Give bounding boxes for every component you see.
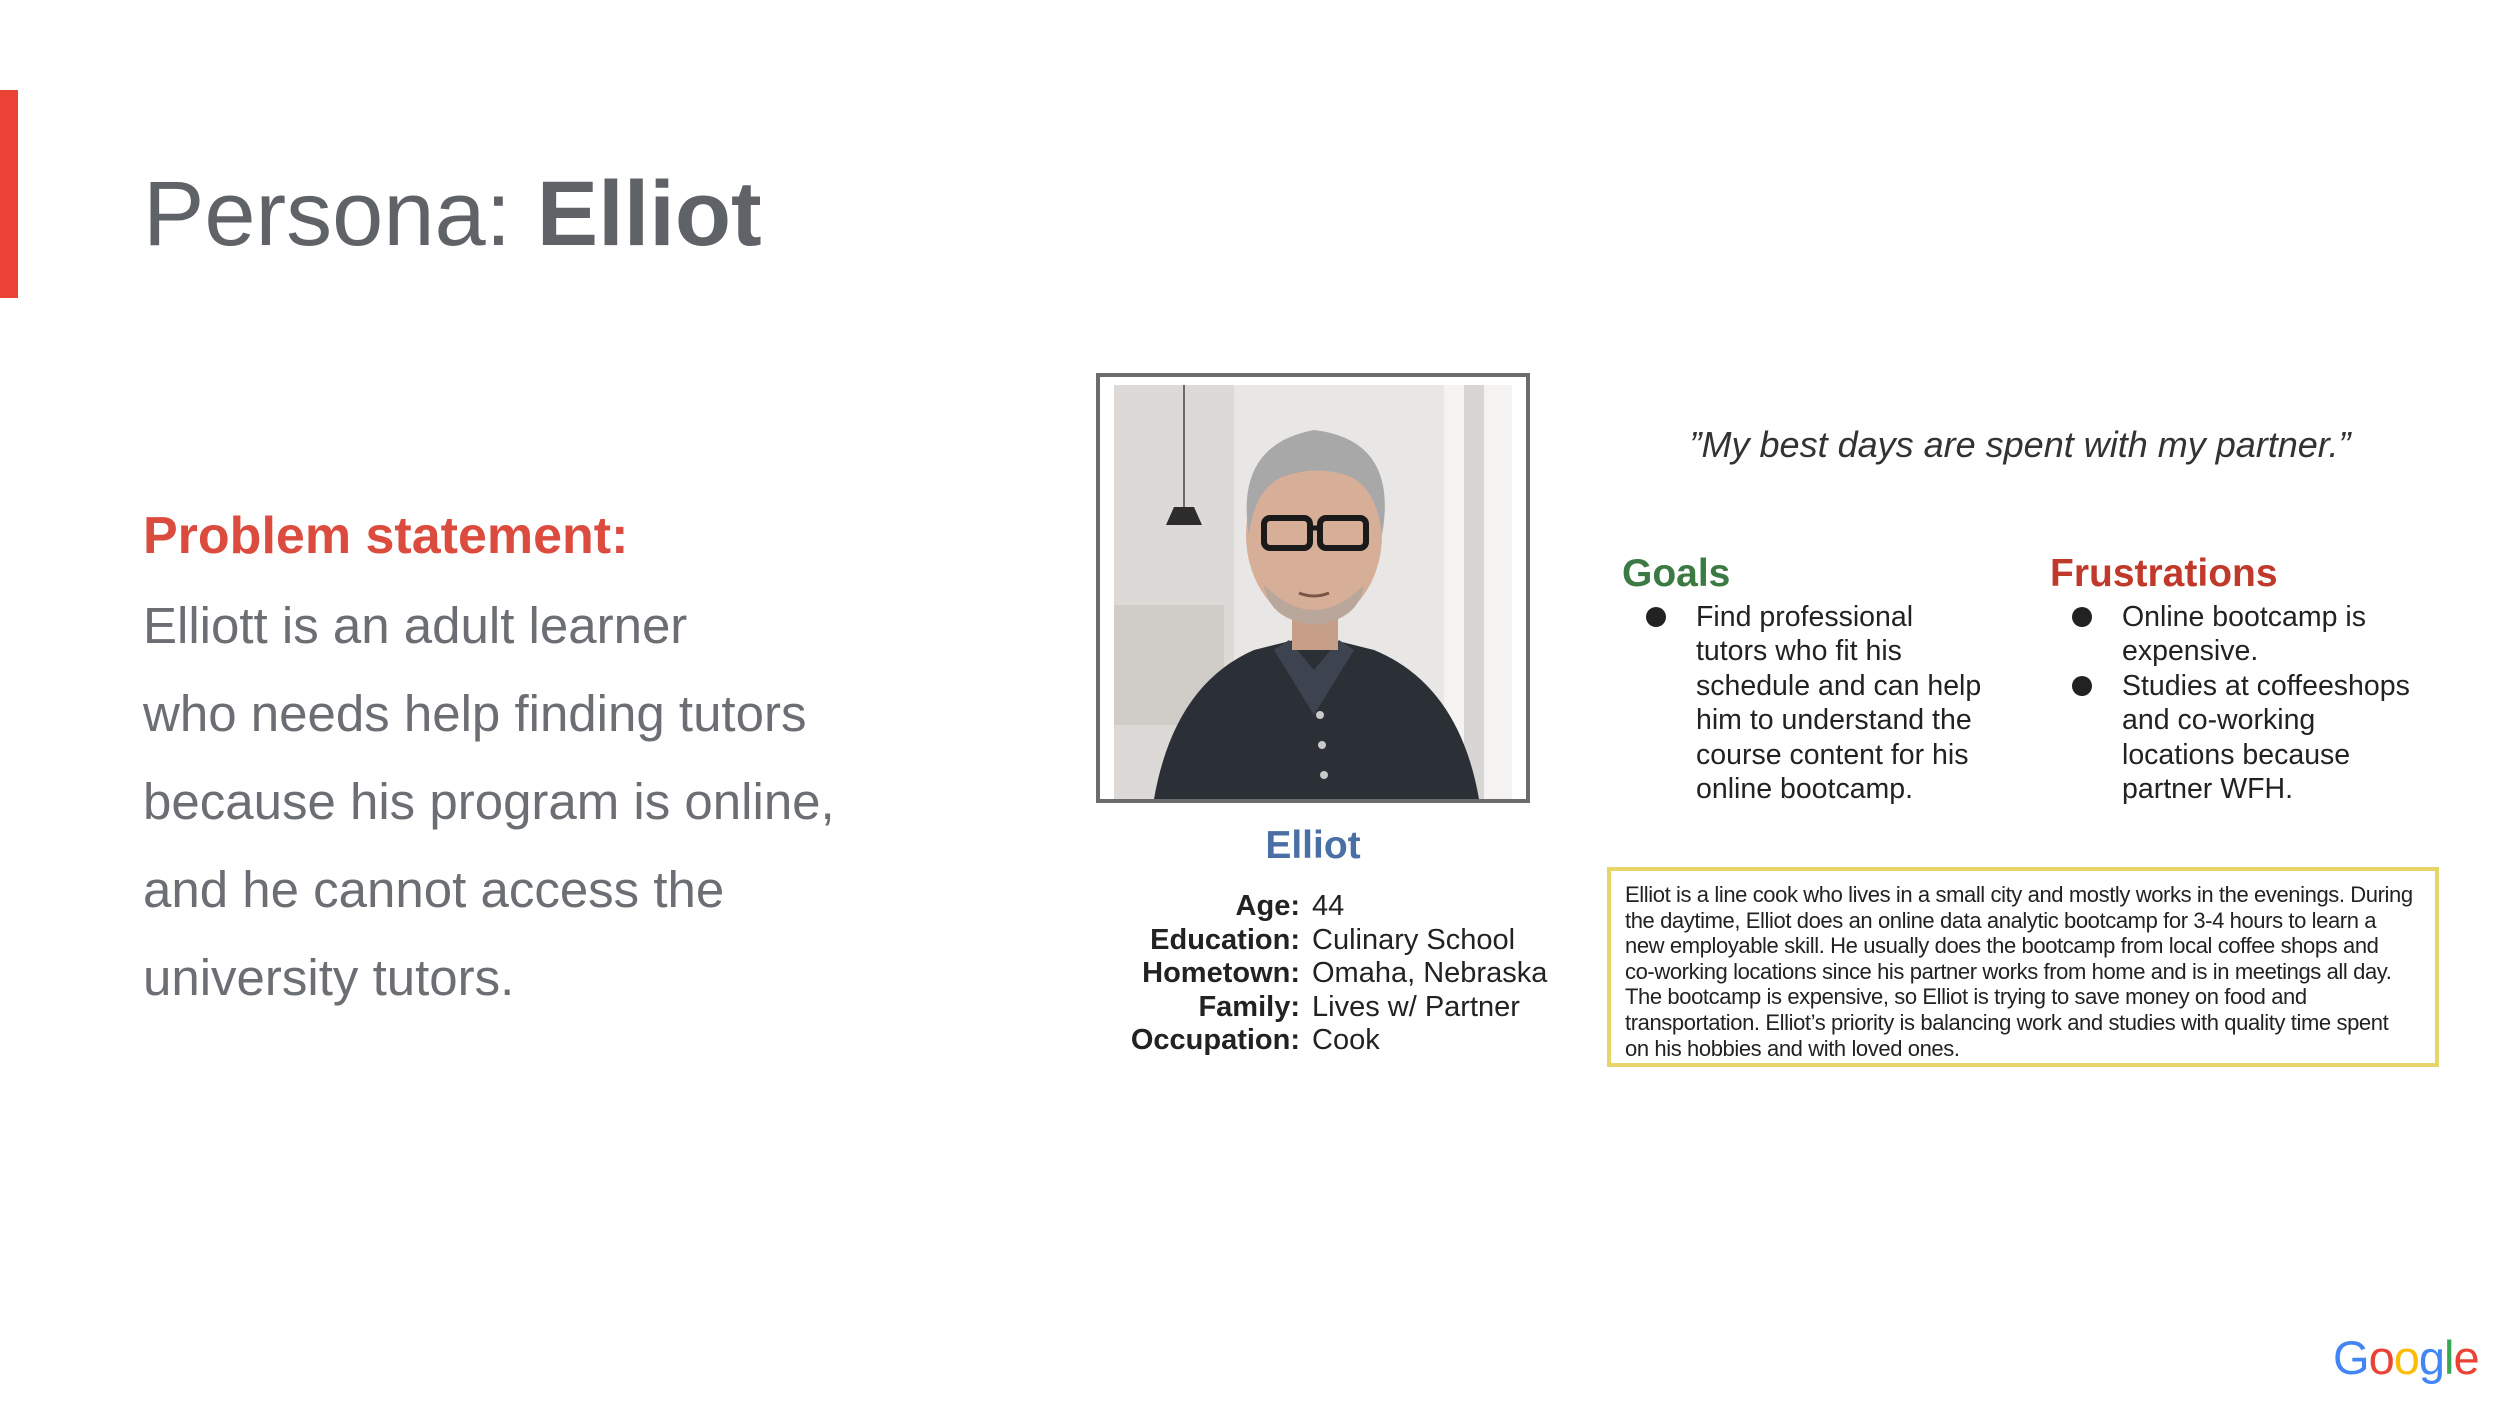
bio-line: the daytime, Elliot does an online data analytic bootcamp for 3-4 hours to learn a bbox=[1625, 907, 2377, 933]
bio-line: The bootcamp is expensive, so Elliot is trying to save money on food and bbox=[1625, 984, 2307, 1010]
goal-line: Find professional bbox=[1696, 601, 1914, 633]
detail-row-hometown bbox=[1090, 957, 1547, 991]
bio-line: Elliot is a line cook who lives in a small city and mostly works in the evenings. During bbox=[1625, 882, 2413, 907]
logo-letter: l bbox=[2443, 1331, 2454, 1384]
frustrations-heading: Frustrations bbox=[2050, 552, 2278, 595]
bio-line: on his hobbies and with loved ones. bbox=[1625, 1035, 1960, 1061]
problem-statement-heading: Problem statement: bbox=[143, 507, 629, 565]
frustrations-list bbox=[2072, 600, 2472, 806]
goal-line: schedule and can help bbox=[1696, 669, 1982, 702]
persona-quote: ”My best days are spent with my partner.” bbox=[1689, 424, 2351, 465]
detail-key: Education: bbox=[1150, 923, 1300, 956]
frustration-line: locations because bbox=[2122, 738, 2351, 771]
logo-letter: e bbox=[2453, 1331, 2479, 1384]
logo-letter: o bbox=[2368, 1331, 2394, 1384]
bio-line: new employable skill. He usually does the bootcamp from local coffee shops and bbox=[1625, 933, 2379, 959]
logo-letter: g bbox=[2418, 1331, 2444, 1384]
detail-key: Family: bbox=[1198, 990, 1300, 1023]
bullet-icon bbox=[2072, 676, 2092, 696]
detail-key: Age: bbox=[1235, 890, 1300, 922]
detail-value: 44 bbox=[1312, 890, 1345, 922]
persona-details bbox=[1090, 890, 1547, 1058]
detail-key: Occupation: bbox=[1130, 1024, 1300, 1057]
detail-row-occupation bbox=[1090, 1024, 1547, 1058]
frustration-line: Online bootcamp is bbox=[2122, 601, 2366, 633]
goals-list bbox=[1646, 600, 2006, 806]
logo-letter: G bbox=[2333, 1331, 2369, 1384]
bullet-icon bbox=[2072, 607, 2092, 627]
bullet-icon bbox=[1646, 607, 1666, 627]
goal-line: course content for his bbox=[1696, 738, 1969, 771]
persona-photo bbox=[1114, 385, 1512, 799]
bio-line: co-working locations since his partner works from home and is in meetings all day. bbox=[1625, 958, 2392, 984]
title-name: Elliot bbox=[536, 163, 762, 265]
detail-value: Cook bbox=[1312, 1024, 1380, 1057]
google-logo bbox=[2333, 1330, 2479, 1385]
problem-line: because his program is online, bbox=[143, 773, 835, 830]
frustration-line: and co-working bbox=[2122, 704, 2316, 737]
persona-bio bbox=[1607, 867, 2439, 1067]
detail-row-education bbox=[1090, 924, 1547, 958]
goal-line: tutors who fit his bbox=[1696, 635, 1902, 668]
title-prefix: Persona: bbox=[143, 163, 537, 265]
problem-line: who needs help finding tutors bbox=[143, 685, 807, 742]
problem-line: university tutors. bbox=[143, 949, 515, 1006]
persona-name: Elliot bbox=[1265, 824, 1361, 867]
logo-letter: o bbox=[2393, 1331, 2419, 1384]
goal-line: him to understand the bbox=[1696, 704, 1972, 737]
detail-row-age bbox=[1090, 890, 1547, 924]
frustration-item bbox=[2072, 669, 2472, 807]
frustration-item bbox=[2072, 600, 2472, 669]
frustration-line: Studies at coffeeshops bbox=[2122, 669, 2410, 702]
slide-title bbox=[143, 163, 762, 265]
problem-statement-text bbox=[143, 582, 943, 1022]
problem-line: and he cannot access the bbox=[143, 861, 725, 918]
detail-value: Culinary School bbox=[1312, 923, 1516, 956]
persona-photo-frame bbox=[1096, 373, 1530, 803]
detail-value: Omaha, Nebraska bbox=[1312, 957, 1548, 990]
detail-row-family bbox=[1090, 991, 1547, 1025]
bio-line: transportation. Elliot’s priority is balancing work and studies with quality time spent bbox=[1625, 1009, 2389, 1035]
goal-line: online bootcamp. bbox=[1696, 773, 1914, 806]
frustration-line: expensive. bbox=[2122, 635, 2259, 668]
frustration-line: partner WFH. bbox=[2122, 773, 2294, 806]
goal-item bbox=[1646, 600, 2006, 806]
problem-line: Elliott is an adult learner bbox=[143, 597, 688, 654]
detail-value: Lives w/ Partner bbox=[1312, 990, 1520, 1023]
accent-bar bbox=[0, 90, 18, 298]
goals-heading: Goals bbox=[1622, 552, 1731, 595]
detail-key: Hometown: bbox=[1142, 957, 1300, 990]
